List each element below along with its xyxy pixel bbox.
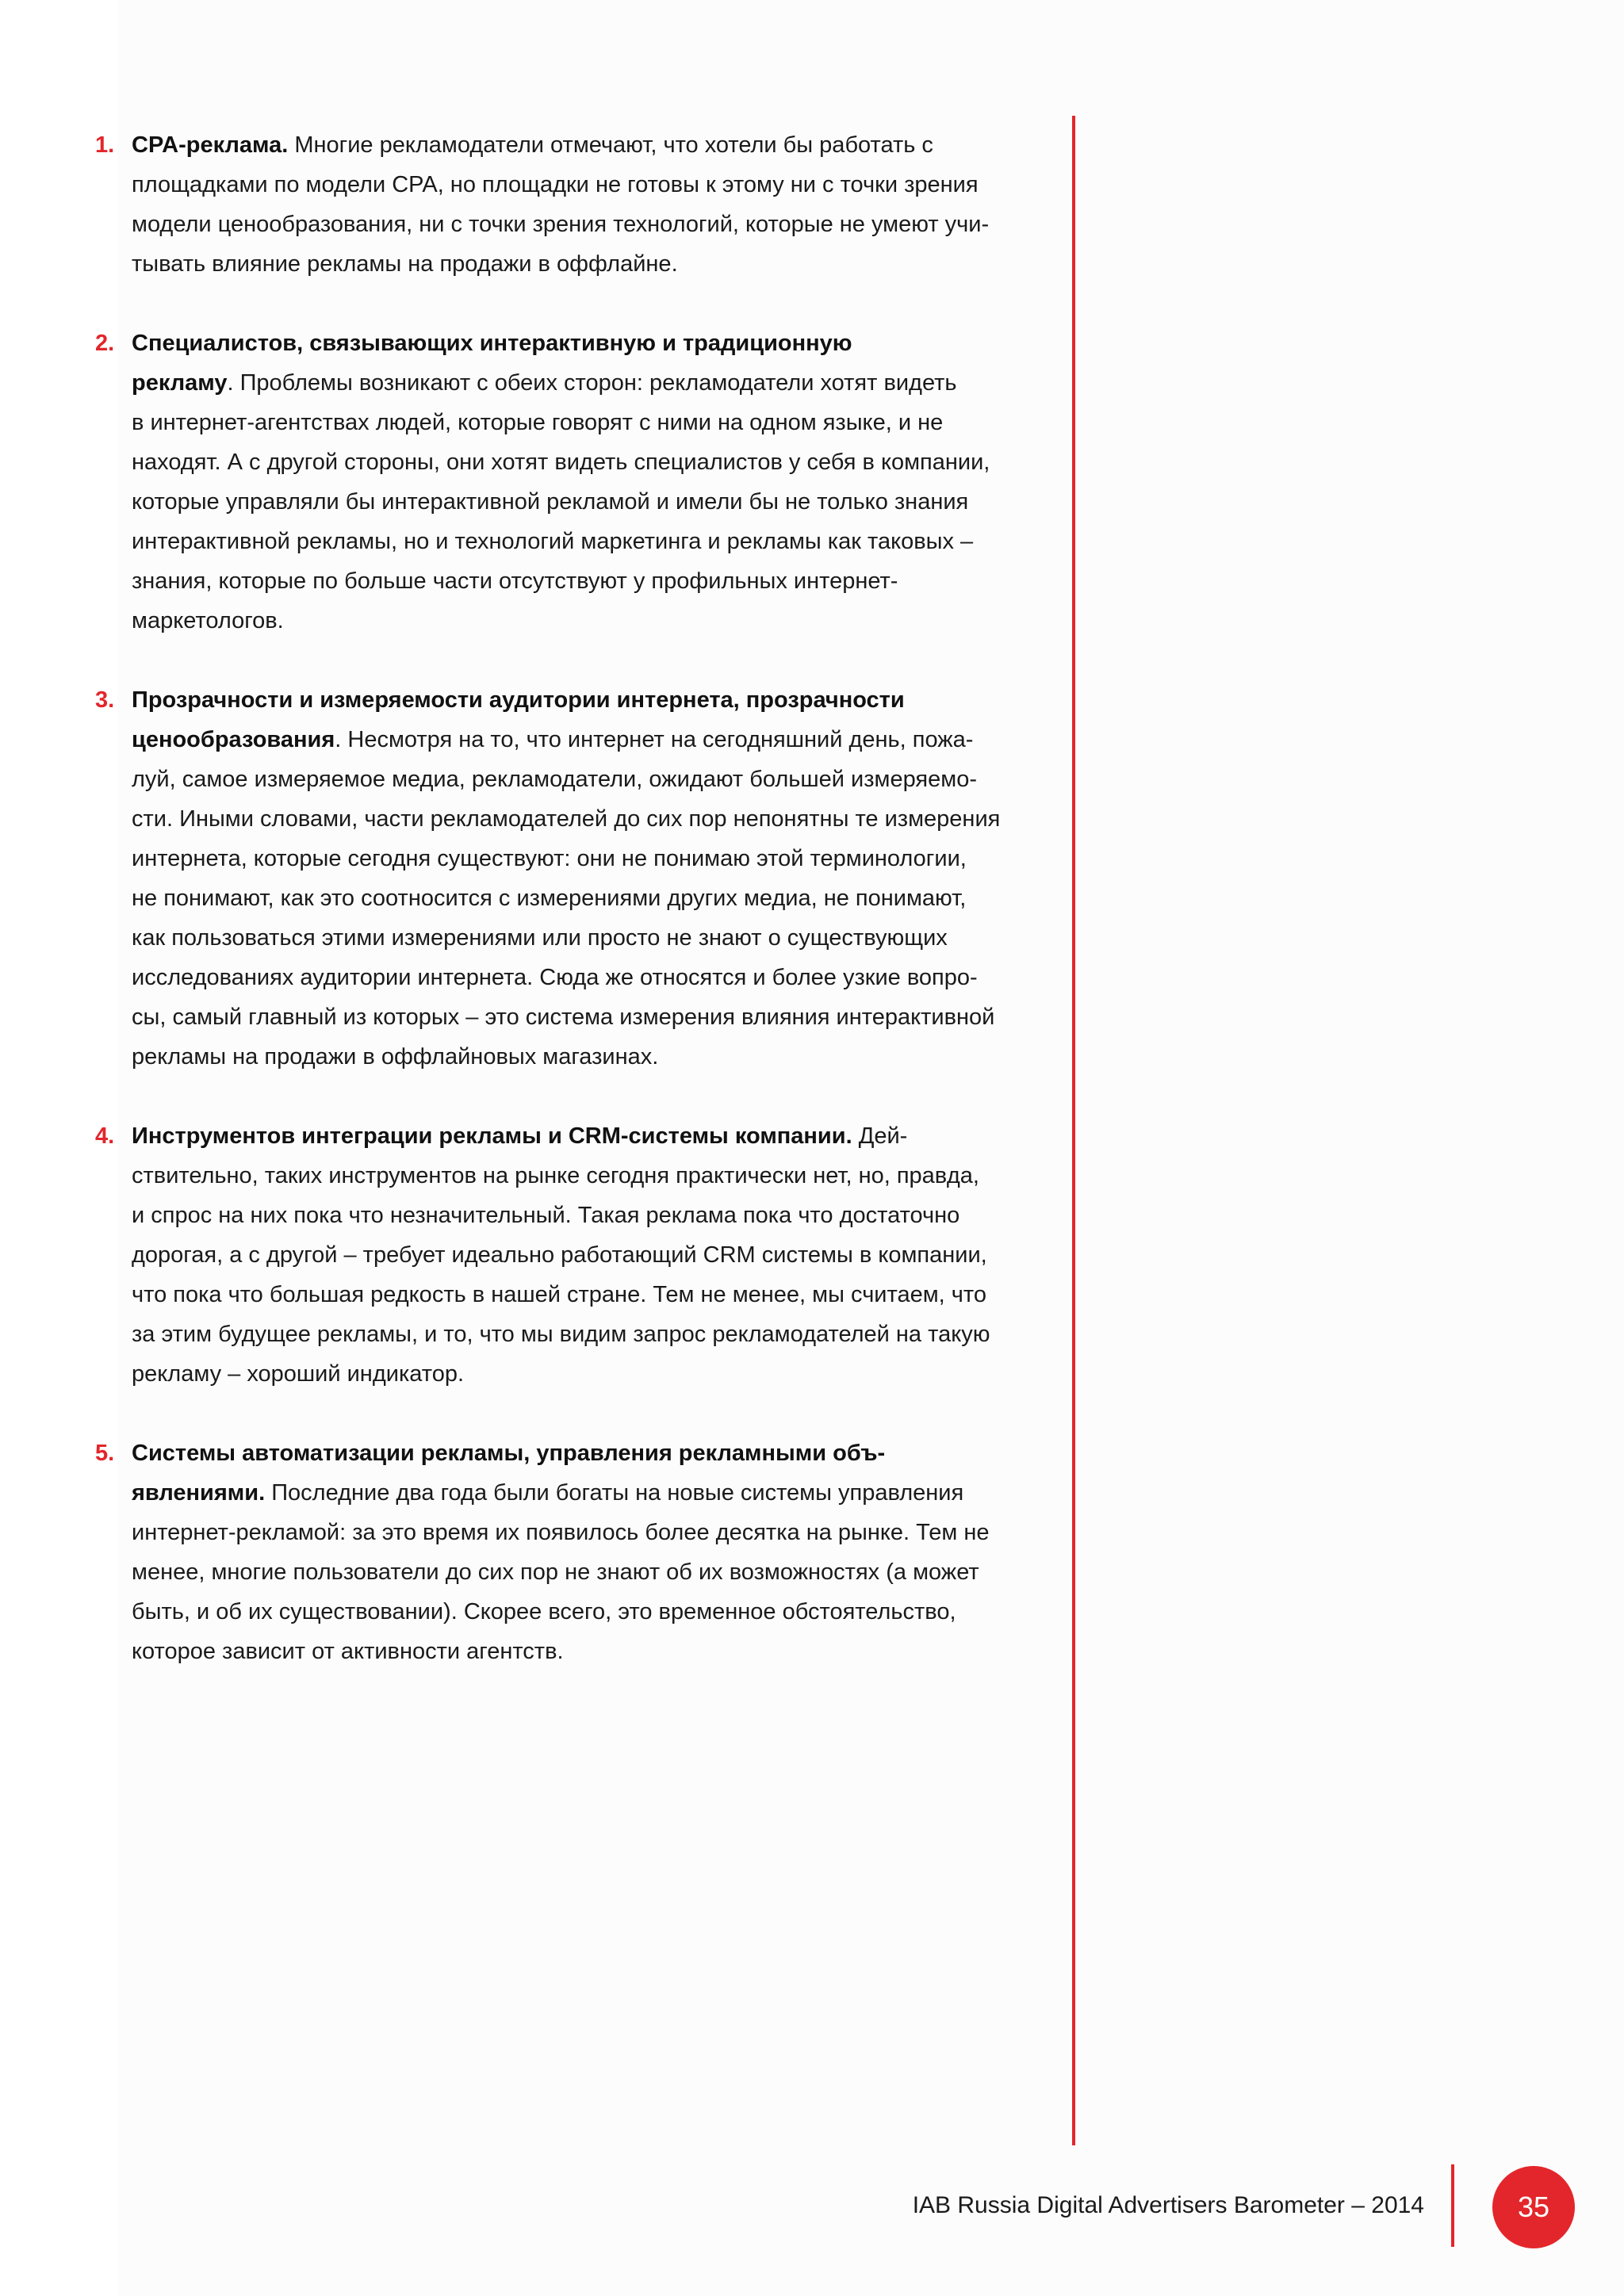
item-heading: Инструментов интеграции рекламы и CRM-системы компании.	[132, 1123, 852, 1149]
list-item-3	[95, 680, 1047, 1077]
item-heading: Системы автоматизации рекламы, управления рекламными объ- явлениями.	[132, 1441, 886, 1506]
item-body	[132, 125, 1047, 284]
item-text: . Несмотря на то, что интернет на сегодняшний день, пожа- луй, самое измеряемое медиа, рекламодатели, ожидают большей измеряемо- сти. Иными словами, части рекламодателей до сих пор непонятны те измерения интернета, которые сегодня существуют: они не понимаю этой терминологии, не понимают, как это соотносится с измерениями других медиа, не понимают, как пользоваться этими измерениями или просто не знают о существующих исследованиях аудитории интернета. Сюда же относятся и более узкие вопро- сы, самый главный из которых – это система измерения влияния интерактивной рекламы на продажи в оффлайновых магазинах.	[132, 727, 1001, 1070]
item-text: . Проблемы возникают с обеих сторон: рекламодатели хотят видеть в интернет-агентствах людей, которые говорят с ними на одном языке, и не находят. А с другой стороны, они хотят видеть специалистов у себя в компании, которые управляли бы интерактивной рекламой и имели бы не только знания интерактивной рекламы, но и технологий маркетинга и рекламы как таковых – знания, которые по больше части отсутствуют у профильных интернет- маркетологов.	[132, 370, 990, 633]
item-body	[132, 323, 1047, 641]
item-text: Последние два года были богаты на новые системы управления интернет-рекламой: за это время их появилось более десятка на рынке. Тем не менее, многие пользователи до сих пор не знают об их возможностях (а может быть, и об их существовании). Скорее всего, это временное обстоятельство, которое зависит от активности агентств.	[132, 1480, 990, 1664]
item-body	[132, 680, 1047, 1077]
item-body	[132, 1433, 1047, 1671]
page-number-badge: 35	[1492, 2166, 1575, 2248]
item-text: Многие рекламодатели отмечают, что хотели бы работать с площадками по модели CPA, но площадки не готовы к этому ни с точки зрения модели ценообразования, ни с точки зрения технологий, которые не умеют учи- тывать влияние рекламы на продажи в оффлайне.	[132, 132, 990, 277]
list-item-5	[95, 1433, 1047, 1671]
list-item-1	[95, 125, 1047, 284]
list-item-4	[95, 1116, 1047, 1394]
item-heading: Специалистов, связывающих интерактивную и традиционную рекламу	[132, 331, 852, 396]
footer-divider	[1451, 2164, 1454, 2247]
item-number: 4.	[95, 1123, 115, 1149]
item-heading: CPA-реклама.	[132, 132, 289, 158]
item-number: 5.	[95, 1441, 115, 1466]
item-heading: Прозрачности и измеряемости аудитории интернета, прозрачности ценообразования	[132, 687, 905, 752]
item-body	[132, 1116, 1047, 1394]
vertical-divider	[1072, 116, 1075, 2145]
list-item-2	[95, 323, 1047, 641]
item-number: 3.	[95, 687, 115, 713]
item-text: Дей- ствительно, таких инструментов на рынке сегодня практически нет, но, правда, и спрос на них пока что незначительный. Такая реклама пока что достаточно дорогая, а с другой – требует идеально работающий CRM системы в компании, что пока что большая редкость в нашей стране. Тем не менее, мы считаем, что за этим будущее рекламы, и то, что мы видим запрос рекламодателей на такую рекламу – хороший индикатор.	[132, 1123, 990, 1387]
footer-publication-title: IAB Russia Digital Advertisers Barometer – 2014	[912, 2192, 1424, 2218]
numbered-list	[95, 125, 1047, 1711]
item-number: 2.	[95, 331, 115, 356]
item-number: 1.	[95, 132, 115, 158]
